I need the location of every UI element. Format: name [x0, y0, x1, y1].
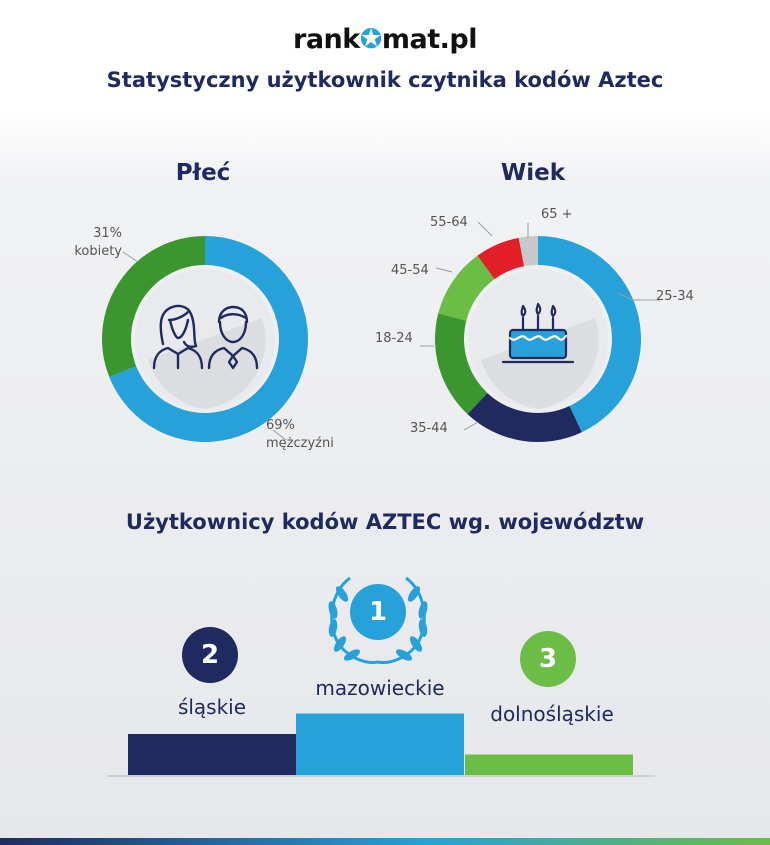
- podium-bar-2: [465, 755, 633, 776]
- leader-kobiety: [123, 252, 138, 262]
- logo-text-end: mat.pl: [381, 24, 477, 55]
- region-dolnoslaskie: dolnośląskie: [490, 702, 614, 726]
- leader-55-64: [478, 222, 492, 236]
- region-mazowieckie: mazowieckie: [315, 676, 445, 700]
- footer-gradient-bar: [0, 838, 770, 845]
- leader-45-54: [436, 268, 452, 272]
- rank-badge-1: 1: [350, 584, 406, 640]
- age-chart-title: Wiek: [500, 160, 566, 186]
- region-slaskie: śląskie: [177, 695, 247, 719]
- label-35-44: 35-44: [410, 421, 448, 436]
- star-icon: ✪: [359, 24, 382, 55]
- label-65-plus: 65 +: [541, 207, 573, 222]
- gender-chart-title: Płeć: [175, 160, 231, 186]
- leader-35-44: [464, 422, 478, 430]
- rank-badge-3: 3: [520, 631, 576, 687]
- rank-badge-2: 2: [182, 627, 238, 683]
- kobiety-label: kobiety: [74, 244, 122, 259]
- mezczyzni-label: mężczyźni: [266, 436, 334, 451]
- label-kobiety: [60, 225, 122, 261]
- label-25-34: 25-34: [656, 289, 694, 304]
- mezczyzni-percent: 69%: [266, 418, 295, 433]
- page-title: Statystyczny użytkownik czytnika kodów Aztec: [106, 68, 664, 92]
- logo-text-start: rank: [293, 24, 360, 55]
- label-mezczyzni: [266, 417, 356, 453]
- label-55-64: 55-64: [430, 215, 468, 230]
- label-45-54: 45-54: [391, 263, 429, 278]
- podium-bar-1: [296, 714, 464, 776]
- label-18-24: 18-24: [375, 331, 413, 346]
- regions-title: Użytkownicy kodów AZTEC wg. województw: [125, 510, 645, 534]
- podium-bar-0: [128, 734, 296, 775]
- kobiety-percent: 31%: [93, 226, 122, 241]
